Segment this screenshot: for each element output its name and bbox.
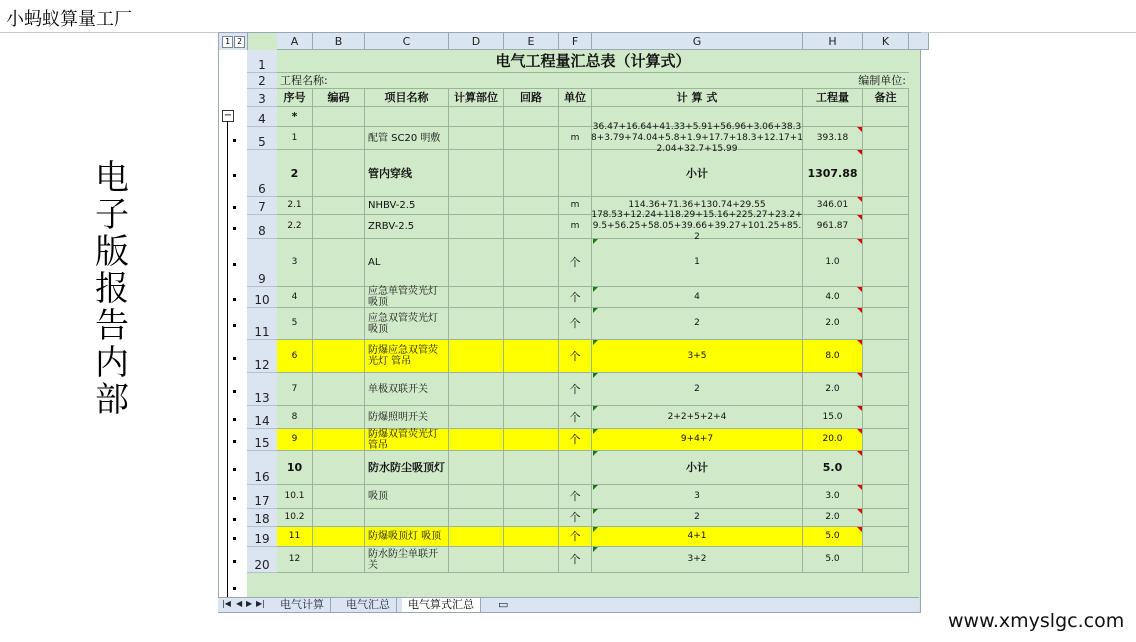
cell-formula[interactable]: 3+5 [592, 340, 803, 373]
outline-dot [233, 227, 236, 230]
outline-level-buttons [219, 33, 248, 51]
cell-code[interactable] [313, 451, 365, 485]
cell-location[interactable] [449, 127, 504, 150]
side-text-char: 版 [95, 232, 129, 272]
cell-formula[interactable]: 3 [592, 485, 803, 509]
cell-quantity[interactable] [803, 107, 863, 127]
outline-dot [233, 263, 236, 266]
row-header[interactable]: 8 [247, 215, 277, 239]
row-header[interactable]: 4 [247, 107, 277, 127]
outline-dot [233, 418, 236, 421]
cell-seq[interactable]: 12 [277, 547, 313, 573]
project-name-label[interactable]: 工程名称: [277, 73, 619, 89]
cell-remark[interactable] [863, 509, 909, 527]
cell-location[interactable] [449, 287, 504, 308]
tab-dianqi-jisuan[interactable]: 电气计算 [274, 598, 331, 612]
error-indicator [593, 239, 598, 244]
cell-seq[interactable]: 7 [277, 373, 313, 406]
cell-circuit[interactable] [504, 451, 559, 485]
error-indicator [593, 373, 598, 378]
side-text-char: 告 [95, 306, 129, 346]
prev-sheet-icon[interactable]: ◀ [236, 599, 243, 608]
cell-quantity[interactable]: 961.87 [803, 215, 863, 239]
cell-location[interactable] [449, 485, 504, 509]
outline-dot [233, 587, 236, 590]
cell-quantity[interactable]: 1307.88 [803, 150, 863, 197]
row-header[interactable]: 18 [247, 509, 277, 527]
comment-marker [857, 406, 862, 411]
outline-bracket [227, 121, 228, 600]
cell-unit[interactable]: 个 [559, 509, 592, 527]
cell-circuit[interactable] [504, 308, 559, 340]
cell-seq[interactable]: 2.1 [277, 197, 313, 215]
cell-circuit[interactable] [504, 547, 559, 573]
error-indicator [593, 451, 598, 456]
cell-formula[interactable]: 9+4+7 [592, 429, 803, 451]
cell-formula[interactable]: 4+1 [592, 527, 803, 547]
row-header[interactable]: 1 [247, 50, 277, 73]
row-header[interactable]: 20 [247, 547, 277, 573]
cell-remark[interactable] [863, 197, 909, 215]
error-indicator [593, 485, 598, 490]
cell-seq[interactable]: 2.2 [277, 215, 313, 239]
cell-location[interactable] [449, 239, 504, 287]
cell-seq[interactable]: 2 [277, 150, 313, 197]
comment-marker [857, 197, 862, 202]
side-text-char: 报 [95, 269, 129, 309]
cell-seq[interactable]: 5 [277, 308, 313, 340]
comment-marker [857, 308, 862, 313]
cell-location[interactable] [449, 107, 504, 127]
tab-dianqi-huizong[interactable]: 电气汇总 [340, 598, 397, 612]
row-header[interactable]: 12 [247, 340, 277, 373]
cell-remark[interactable] [863, 485, 909, 509]
header-cell[interactable]: 回路 [504, 89, 559, 107]
row-header[interactable]: 3 [247, 89, 277, 107]
cell-circuit[interactable] [504, 197, 559, 215]
spreadsheet[interactable] [218, 32, 921, 613]
row-header[interactable]: 6 [247, 150, 277, 197]
cell-unit[interactable]: 个 [559, 239, 592, 287]
cell-location[interactable] [449, 547, 504, 573]
error-indicator [593, 429, 598, 434]
header-cell[interactable]: 备注 [863, 89, 909, 107]
cell-quantity[interactable]: 1.0 [803, 239, 863, 287]
cell-location[interactable] [449, 373, 504, 406]
cell-remark[interactable] [863, 127, 909, 150]
cell-quantity[interactable]: 2.0 [803, 509, 863, 527]
column-header-D[interactable]: D [449, 33, 504, 50]
cell-location[interactable] [449, 215, 504, 239]
cell-circuit[interactable] [504, 429, 559, 451]
row-header[interactable]: 11 [247, 308, 277, 340]
cell-remark[interactable] [863, 150, 909, 197]
cell-remark[interactable] [863, 451, 909, 485]
row-header[interactable]: 13 [247, 373, 277, 406]
cell-circuit[interactable] [504, 406, 559, 429]
cell-code[interactable] [313, 308, 365, 340]
error-indicator [593, 308, 598, 313]
cell-code[interactable] [313, 406, 365, 429]
outline-dot [233, 206, 236, 209]
cell-circuit[interactable] [504, 107, 559, 127]
outline-column [219, 50, 247, 600]
row-header[interactable]: 2 [247, 73, 277, 89]
outline-dot [233, 390, 236, 393]
cell-quantity[interactable]: 346.01 [803, 197, 863, 215]
cell-quantity[interactable]: 8.0 [803, 340, 863, 373]
cell-unit[interactable]: 个 [559, 406, 592, 429]
header-cell[interactable]: 序号 [277, 89, 313, 107]
outline-dot [233, 537, 236, 540]
cell-item-name[interactable]: AL [365, 239, 449, 287]
cell-seq[interactable]: 9 [277, 429, 313, 451]
cell-location[interactable] [449, 406, 504, 429]
comment-marker [857, 340, 862, 345]
outline-dot [233, 174, 236, 177]
outline-dot [233, 560, 236, 563]
cell-remark[interactable] [863, 215, 909, 239]
cell-remark[interactable] [863, 547, 909, 573]
cell-code[interactable] [313, 429, 365, 451]
error-indicator [593, 547, 598, 552]
header-cell[interactable]: 计 算 式 [592, 89, 803, 107]
cell-code[interactable] [313, 107, 365, 127]
cell-quantity[interactable]: 15.0 [803, 406, 863, 429]
cell-code[interactable] [313, 287, 365, 308]
cell-item-name[interactable]: 防爆应急双管荧 光灯 管吊 [365, 340, 449, 373]
cell-unit[interactable] [559, 451, 592, 485]
side-text-char: 子 [95, 195, 129, 235]
cell-code[interactable] [313, 197, 365, 215]
cell-seq[interactable]: 1 [277, 127, 313, 150]
row-header[interactable]: 16 [247, 451, 277, 485]
cell-location[interactable] [449, 509, 504, 527]
comment-marker [857, 509, 862, 514]
outline-dot [233, 440, 236, 443]
error-indicator [593, 509, 598, 514]
cell-item-name[interactable]: 防水防尘吸顶灯 [365, 451, 449, 485]
error-indicator [593, 340, 598, 345]
collapse-group-button[interactable]: − [223, 110, 233, 121]
brand-bar [0, 0, 1136, 33]
row-header[interactable]: 19 [247, 527, 277, 547]
row-header[interactable]: 9 [247, 239, 277, 287]
side-text-char: 部 [95, 380, 129, 420]
new-sheet-icon[interactable]: ▭ [498, 598, 509, 611]
cell-remark[interactable] [863, 107, 909, 127]
cell-location[interactable] [449, 429, 504, 451]
side-text-char: 内 [95, 343, 129, 383]
cell-remark[interactable] [863, 429, 909, 451]
cell-quantity[interactable]: 2.0 [803, 308, 863, 340]
row-header[interactable]: 14 [247, 406, 277, 429]
comment-marker [857, 429, 862, 434]
comment-marker [857, 527, 862, 532]
brand-title: 小蚂蚁算量工厂 [6, 9, 132, 30]
row-header[interactable]: 7 [247, 197, 277, 215]
cell-circuit[interactable] [504, 527, 559, 547]
outline-dot [233, 497, 236, 500]
cell-circuit[interactable] [504, 509, 559, 527]
header-cell[interactable]: 工程量 [803, 89, 863, 107]
cell-remark[interactable] [863, 308, 909, 340]
column-header-C[interactable]: C [365, 33, 449, 50]
cell-item-name[interactable]: 防水防尘单联开 关 [365, 547, 449, 573]
cell-circuit[interactable] [504, 239, 559, 287]
cell-formula[interactable]: 178.53+12.24+118.29+15.16+225.27+23.2+ 9.5+56.25+58.05+39.66+39.27+101.25+85. 2 [591, 210, 803, 242]
comment-marker [857, 215, 862, 220]
cell-formula[interactable]: 3+2 [592, 547, 803, 573]
row-header[interactable]: 17 [247, 485, 277, 509]
cell-quantity[interactable]: 4.0 [803, 287, 863, 308]
cell-remark[interactable] [863, 373, 909, 406]
cell-code[interactable] [313, 215, 365, 239]
cell-unit[interactable]: m [559, 215, 592, 239]
cell-code[interactable] [313, 509, 365, 527]
cell-location[interactable] [449, 340, 504, 373]
cell-quantity[interactable]: 20.0 [803, 429, 863, 451]
comment-marker [857, 451, 862, 456]
header-cell[interactable]: 单位 [559, 89, 592, 107]
cell-seq[interactable]: 10.1 [277, 485, 313, 509]
side-text-char: 电 [95, 158, 129, 198]
cell-code[interactable] [313, 547, 365, 573]
tab-dianqi-suanshi-huizong[interactable]: 电气算式汇总 [402, 598, 481, 612]
cell-code[interactable] [313, 485, 365, 509]
cell-quantity[interactable]: 393.18 [803, 127, 863, 150]
outline-dot [233, 324, 236, 327]
cell-quantity[interactable]: 2.0 [803, 373, 863, 406]
side-vertical-text [92, 160, 132, 419]
first-sheet-icon[interactable]: |◀ [222, 599, 231, 608]
header-cell[interactable]: 编码 [313, 89, 365, 107]
cell-code[interactable] [313, 127, 365, 150]
cell-code[interactable] [313, 340, 365, 373]
cell-unit[interactable]: 个 [559, 485, 592, 509]
cell-unit[interactable]: 个 [559, 340, 592, 373]
cell-unit[interactable]: m [559, 197, 592, 215]
comment-marker [857, 485, 862, 490]
cell-code[interactable] [313, 239, 365, 287]
comment-marker [857, 239, 862, 244]
comment-marker [857, 127, 862, 132]
cell-formula[interactable]: 114.36+71.36+130.74+29.55 [592, 197, 803, 215]
cell-seq[interactable]: * [277, 107, 313, 127]
outline-dot [233, 139, 236, 142]
cell-location[interactable] [449, 308, 504, 340]
outline-level-2-button[interactable]: 2 [234, 36, 245, 48]
cell-unit[interactable]: 个 [559, 527, 592, 547]
cell-item-name[interactable] [365, 509, 449, 527]
column-header-A[interactable]: A [277, 33, 313, 50]
cell-quantity[interactable]: 5.0 [803, 547, 863, 573]
error-indicator [593, 406, 598, 411]
header-cell[interactable]: 项目名称 [365, 89, 449, 107]
cell-formula[interactable]: 1 [592, 239, 803, 287]
cell-seq[interactable]: 8 [277, 406, 313, 429]
cell-formula[interactable]: 小计 [592, 451, 803, 485]
cell-circuit[interactable] [504, 373, 559, 406]
sheet-tab-bar [218, 597, 919, 612]
compiler-unit-label[interactable]: 编制单位: [619, 73, 909, 89]
cell-formula[interactable]: 4 [592, 287, 803, 308]
cell-quantity[interactable]: 5.0 [803, 527, 863, 547]
next-sheet-icon[interactable]: ▶ [246, 599, 253, 608]
cell-unit[interactable] [559, 150, 592, 197]
error-indicator [593, 287, 598, 292]
cell-circuit[interactable] [504, 150, 559, 197]
cell-remark[interactable] [863, 527, 909, 547]
cell-code[interactable] [313, 527, 365, 547]
cell-item-name[interactable]: 配管 SC20 明敷 [365, 127, 449, 150]
comment-marker [857, 150, 862, 155]
cell-item-name[interactable]: 防爆吸顶灯 吸顶 [365, 527, 449, 547]
cell-location[interactable] [449, 150, 504, 197]
column-header-F[interactable]: F [559, 33, 592, 50]
cell-formula[interactable]: 36.47+16.64+41.33+5.91+56.96+3.06+38.3 8+3.79+74.04+5.8+1.9+17.7+18.3+12.17+1 2.04+32.7+15.99 [590, 121, 804, 154]
cell-seq[interactable]: 10 [277, 451, 313, 485]
cell-circuit[interactable] [504, 287, 559, 308]
cell-item-name[interactable]: 防爆双管荧光灯 管吊 [365, 429, 449, 451]
cell-circuit[interactable] [504, 485, 559, 509]
cell-seq[interactable]: 11 [277, 527, 313, 547]
cell-code[interactable] [313, 373, 365, 406]
cell-item-name[interactable]: 防爆照明开关 [365, 406, 449, 429]
cell-unit[interactable]: 个 [559, 287, 592, 308]
cell-unit[interactable]: 个 [559, 373, 592, 406]
cell-unit[interactable]: 个 [559, 429, 592, 451]
comment-marker [857, 287, 862, 292]
cell-code[interactable] [313, 150, 365, 197]
cell-item-name[interactable]: NHBV-2.5 [365, 197, 449, 215]
outline-level-1-button[interactable]: 1 [222, 36, 233, 48]
cell-quantity[interactable]: 3.0 [803, 485, 863, 509]
column-header-E[interactable]: E [504, 33, 559, 50]
column-header-filler [909, 33, 929, 50]
cell-formula[interactable]: 2 [592, 308, 803, 340]
cell-location[interactable] [449, 451, 504, 485]
cell-formula[interactable]: 小计 [592, 150, 803, 197]
cell-formula[interactable]: 2 [592, 373, 803, 406]
cell-unit[interactable]: 个 [559, 547, 592, 573]
cell-remark[interactable] [863, 340, 909, 373]
cell-circuit[interactable] [504, 215, 559, 239]
sheet-title[interactable]: 电气工程量汇总表（计算式） [277, 50, 909, 73]
cell-unit[interactable]: m [559, 127, 592, 150]
cell-seq[interactable]: 10.2 [277, 509, 313, 527]
error-indicator [593, 527, 598, 532]
column-header-H[interactable]: H [803, 33, 863, 50]
cell-remark[interactable] [863, 406, 909, 429]
cell-remark[interactable] [863, 287, 909, 308]
cell-seq[interactable]: 6 [277, 340, 313, 373]
column-header-B[interactable]: B [313, 33, 365, 50]
cell-item-name[interactable]: 吸顶 [365, 485, 449, 509]
row-header[interactable]: 10 [247, 287, 277, 308]
website-url: www.xmyslgc.com [948, 610, 1125, 632]
cell-item-name[interactable]: 管内穿线 [365, 150, 449, 197]
cell-unit[interactable] [559, 107, 592, 127]
cell-quantity[interactable]: 5.0 [803, 451, 863, 485]
cell-formula[interactable]: 2 [592, 509, 803, 527]
outline-dot [233, 357, 236, 360]
row-header[interactable]: 5 [247, 127, 277, 150]
column-header-G[interactable]: G [592, 33, 803, 50]
cell-seq[interactable]: 3 [277, 239, 313, 287]
outline-dot [233, 518, 236, 521]
outline-dot [233, 468, 236, 471]
row-header[interactable]: 15 [247, 429, 277, 451]
cell-circuit[interactable] [504, 127, 559, 150]
cell-item-name[interactable]: 应急单管荧光灯 吸顶 [365, 287, 449, 308]
cell-seq[interactable]: 4 [277, 287, 313, 308]
cell-item-name[interactable] [365, 107, 449, 127]
cell-unit[interactable]: 个 [559, 308, 592, 340]
cell-item-name[interactable]: 应急双管荧光灯 吸顶 [365, 308, 449, 340]
cell-item-name[interactable]: ZRBV-2.5 [365, 215, 449, 239]
last-sheet-icon[interactable]: ▶| [256, 599, 265, 608]
cell-formula[interactable]: 2+2+5+2+4 [592, 406, 803, 429]
cell-location[interactable] [449, 197, 504, 215]
comment-marker [857, 373, 862, 378]
cell-circuit[interactable] [504, 340, 559, 373]
cell-remark[interactable] [863, 239, 909, 287]
column-header-K[interactable]: K [863, 33, 909, 50]
header-cell[interactable]: 计算部位 [449, 89, 504, 107]
cell-item-name[interactable]: 单极双联开关 [365, 373, 449, 406]
cell-location[interactable] [449, 527, 504, 547]
outline-dot [233, 298, 236, 301]
